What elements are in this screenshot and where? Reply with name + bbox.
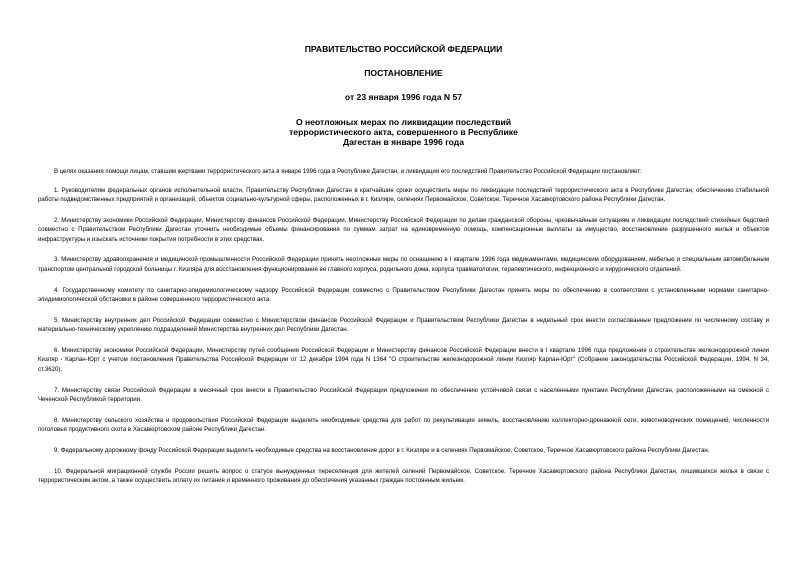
document-title-line: Дагестан в январе 1996 года	[342, 137, 465, 147]
document-header	[38, 44, 769, 147]
document-title-line: террористического акта, совершенного в Республике	[289, 127, 518, 137]
preamble-paragraph: В целях оказания помощи лицам, ставшим жертвами террористического акта в январе 1996 года в Республике Дагестан, и ликвидации его последствий Правительство Российской Федерации постановляет:	[54, 168, 642, 175]
clause-paragraph: 2. Министерству экономики Российской Федерации, Министерству финансов Российской Федерации, Министерству Российской Федерации по делам гражданской обороны, чрезвычайным ситуациям и ликвидации последствий стихийных бедствий совместно с Правительством Республики Дагестан уточнить необходимые объемы финансирования по суммам затрат на единовременную помощь, компенсационные выплаты за имущество, восстановление разрушенного жилья и объектов инфраструктуры и изыскать источники покрытия потребности в этих средствах.	[38, 216, 769, 243]
document-type: ПОСТАНОВЛЕНИЕ	[364, 68, 443, 78]
clause-paragraph: 5. Министерству внутренних дел Российской Федерации совместно с Министерством финансов Российской Федерации и Правительством Республики Дагестан в недельный срок внести согласованные предложения по численному составу и материально-техническому укреплению подразделений Министерства внутренних дел Республики Дагестан.	[38, 316, 769, 334]
clause-paragraph: 1. Руководителям федеральных органов исполнительной власти, Правительству Республики Дагестан в кратчайшие сроки осуществить меры по ликвидации последствий террористического акта в Республике Дагестан, обеспечению стабильной работы подведомственных предприятий и организаций, объектов социально-культурной сферы, расположенных в г. Кизляре, селениях Первомайское, Советское, Теречное Хасавюртовского района Республики Дагестан.	[38, 186, 769, 203]
clause-paragraph: 6. Министерству экономики Российской Федерации, Министерству путей сообщения Российской Федерации и Министерству финансов Российской Федерации внести в I квартале 1996 года предложения о строительстве железнодорожной линии Кизляр - Карлан-Юрт с учетом постановления Правительства Российской Федерации от 12 декабря 1994 года N 1364 "О строительстве железнодорожной линии Кизляр Карлан-Юрт" (Собрание законодательства Российской Федерации, 1994, N 34, ст.3620).	[38, 346, 769, 373]
clause-paragraph: 8. Министерству сельского хозяйства и продовольствия Российской Федерации выделить необходимые средства для работ по рекультивации земель, восстановлению коллекторно-дренажной сети, животноводческих помещений, численности поголовья продуктивного скота в Хасавюртовском районе Республики Дагестан.	[38, 416, 769, 434]
clause-paragraph: 3. Министерству здравоохранения и медицинской промышленности Российской Федерации принять неотложные меры по оснащению в I квартале 1996 года медикаментами, медицинским оборудованием, мебелью и специальным автомобильным транспортом центральной городской больницы г. Кизляра для восстановления функционирования ее главного корпуса, родильного дома, корпуса травматологии, терапевтического, инфекционного и хирургического отделений.	[38, 256, 769, 273]
document-title-line: О неотложных мерах по ликвидации последствий	[295, 117, 512, 127]
clause-paragraph: 7. Министерству связи Российской Федерации в месячный срок внести в Правительство Российской Федерации предложения по обеспечению устойчивой связи с населенными пунктами Республики Дагестан, расположенными на смежной с Чеченской Республикой территории.	[38, 386, 769, 404]
document-title	[38, 117, 769, 147]
clause-paragraph: 10. Федеральной миграционной службе России решить вопрос о статусе вынужденных переселенцев для жителей селений Первомайское, Советское, Теречное Хасавюртовского района Республики Дагестан, лишившихся жилья в связи с террористическим актом, а также осуществить оплату их питания и временного проживания до обеспечения указанных граждан постоянным жильем.	[38, 467, 769, 485]
document-body	[38, 167, 769, 486]
document-date-number: от 23 января 1996 года N 57	[344, 92, 463, 102]
clause-paragraph: 9. Федеральному дорожному фонду Российской Федерации выделить необходимые средства на восстановление дорог в г. Кизляре и в селениях Первомайское, Советское, Теречное Хасавюртовского района Республики Дагестан.	[54, 447, 710, 454]
clause-paragraph: 4. Государственному комитету по санитарно-эпидемиологическому надзору Российской Федерации совместно с Правительством Республики Дагестан принять меры по обеспечению в соответствии с установленными нормами санитарно-эпидемиологической обстановки в районе совершенного террористического акта.	[38, 286, 769, 304]
government-heading: ПРАВИТЕЛЬСТВО РОССИЙСКОЙ ФЕДЕРАЦИИ	[304, 44, 503, 54]
